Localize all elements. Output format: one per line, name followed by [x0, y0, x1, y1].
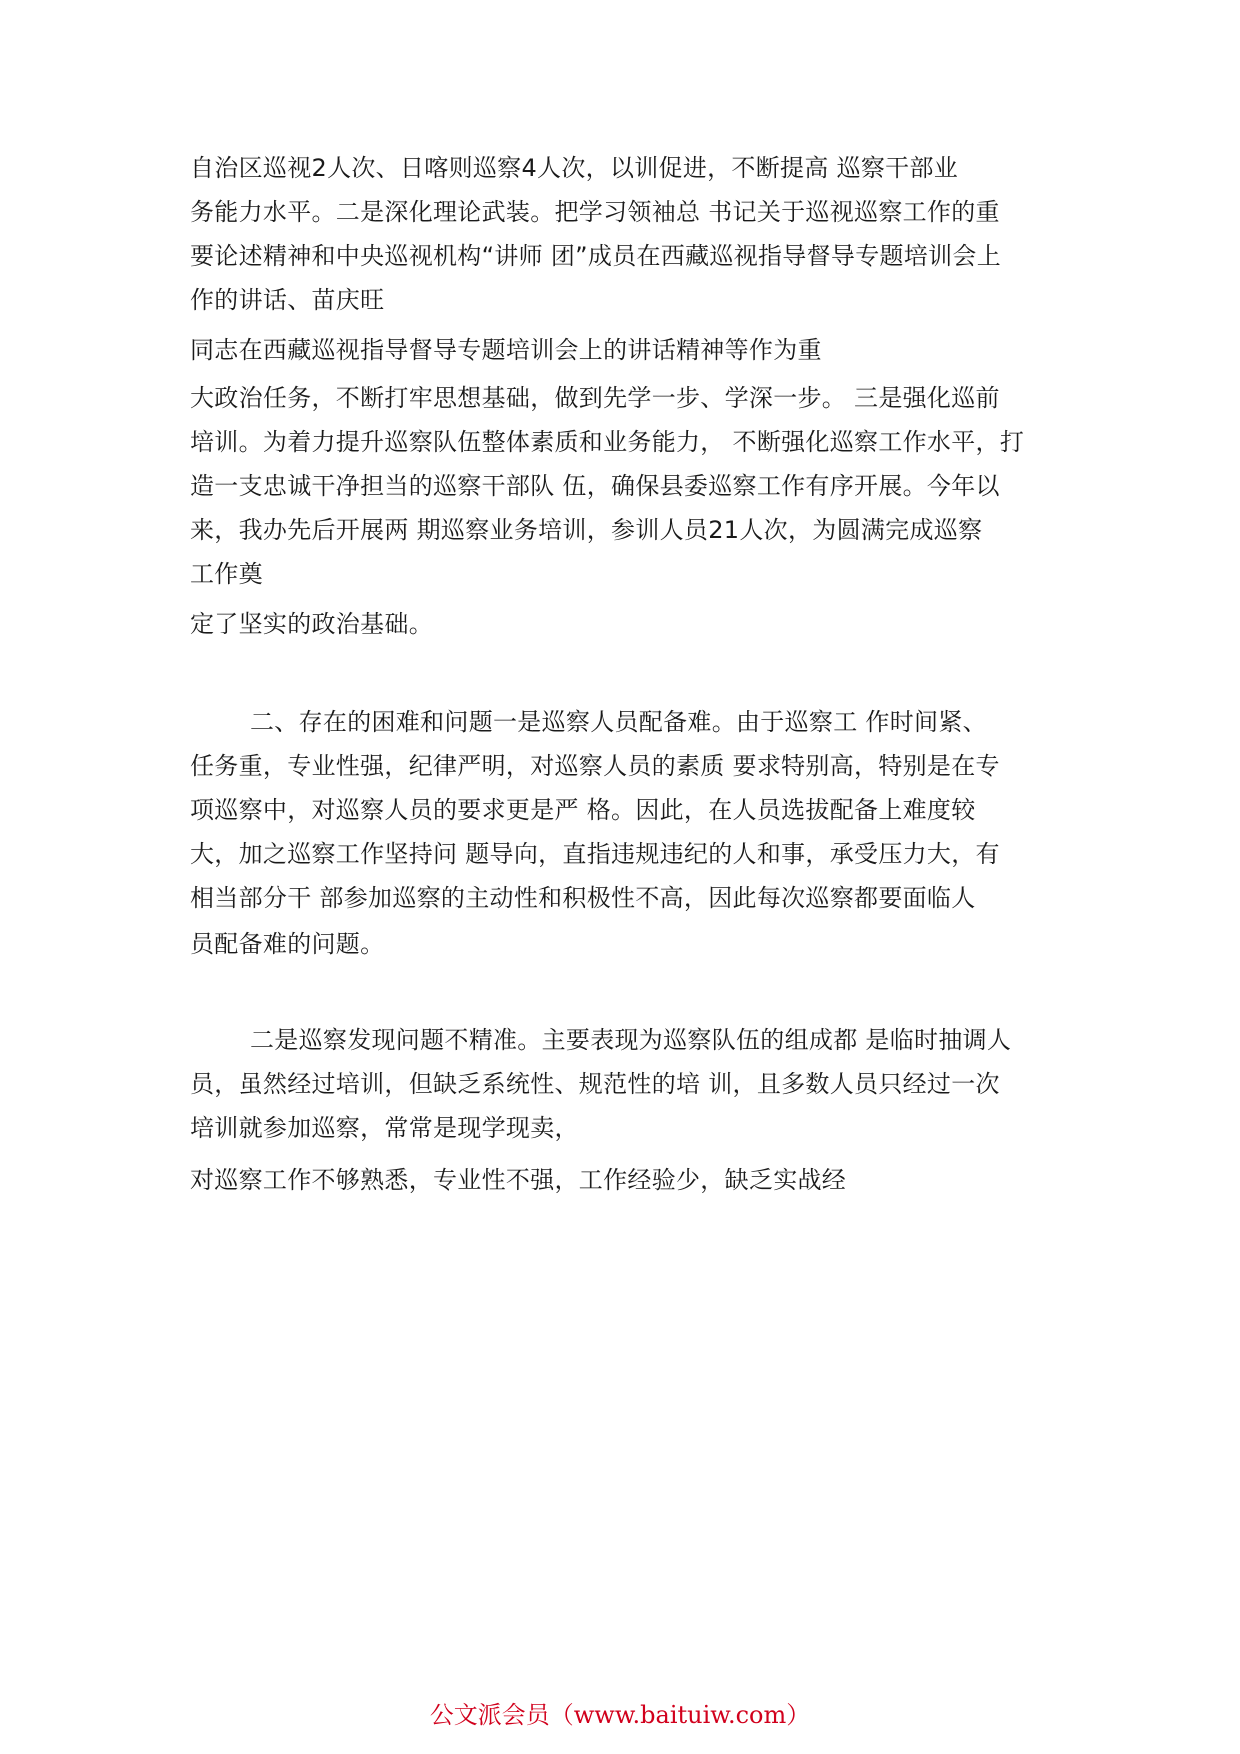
- text-line: 二、存在的困难和问题一是巡察人员配备难。由于巡察工 作时间紧、: [250, 708, 987, 736]
- text-line: 员，虽然经过培训，但缺乏系统性、规范性的培 训，且多数人员只经过一次: [190, 1070, 1000, 1098]
- text-line: 作的讲话、苗庆旺: [190, 286, 385, 314]
- text-line: 要论述精神和中央巡视机构“讲师 团”成员在西藏巡视指导督导专题培训会上: [190, 242, 1001, 270]
- text-line: 培训就参加巡察，常常是现学现卖，: [190, 1114, 579, 1142]
- text-line: 项巡察中，对巡察人员的要求更是严 格。因此，在人员选拔配备上难度较: [190, 796, 976, 824]
- text-line: 造一支忠诚干净担当的巡察干部队 伍，确保县委巡察工作有序开展。今年以: [190, 472, 1000, 500]
- text-line: 大政治任务，不断打牢思想基础，做到先学一步、学深一步。 三是强化巡前: [190, 384, 1000, 412]
- paragraph-speech-spirit: [190, 328, 1070, 372]
- text-line: 任务重，专业性强，纪律严明，对巡察人员的素质 要求特别高，特别是在专: [190, 752, 1000, 780]
- text-line: 相当部分干 部参加巡察的主动性和积极性不高，因此每次巡察都要面临人: [190, 884, 976, 912]
- text-line: 对巡察工作不够熟悉，专业性不强，工作经验少，缺乏实战经: [190, 1166, 847, 1194]
- text-line: 培训。为着力提升巡察队伍整体素质和业务能力， 不断强化巡察工作水平，打: [190, 428, 1025, 456]
- text-line: 同志在西藏巡视指导督导专题培训会上的讲话精神等作为重: [190, 336, 822, 364]
- paragraph-staffing-problem: [190, 922, 1070, 966]
- paragraph-pre-inspection-training: [190, 376, 1070, 596]
- paragraph-lack-of-experience: [190, 1158, 1070, 1202]
- text-line: 大，加之巡察工作坚持问 题导向，直指违规违纪的人和事，承受压力大，有: [190, 840, 1000, 868]
- footer-watermark: [0, 1700, 1240, 1730]
- text-line: 二是巡察发现问题不精准。主要表现为巡察队伍的组成都 是临时抽调人: [250, 1026, 1012, 1054]
- paragraph-difficulties-staffing: [190, 700, 1070, 920]
- text-line: 自治区巡视2人次、日喀则巡察4人次，以训促进，不断提高 巡察干部业: [190, 154, 959, 182]
- text-line: 定了坚实的政治基础。: [190, 610, 433, 638]
- text-line: 来，我办先后开展两 期巡察业务培训，参训人员21人次，为圆满完成巡察: [190, 516, 983, 544]
- paragraph-political-foundation: [190, 602, 1070, 646]
- text-line: 务能力水平。二是深化理论武装。把学习领袖总 书记关于巡视巡察工作的重: [190, 198, 1000, 226]
- footer-url: www.baituiw.com: [573, 1701, 787, 1729]
- footer-close-paren: ）: [786, 1701, 811, 1729]
- text-line: 工作奠: [190, 560, 263, 588]
- footer-brand: 公文派会员: [429, 1701, 550, 1729]
- text-line: 员配备难的问题。: [190, 930, 385, 958]
- footer-open-paren: （: [549, 1701, 574, 1729]
- paragraph-inaccurate-findings: [190, 1018, 1070, 1150]
- paragraph-training-outcomes: [190, 146, 1070, 322]
